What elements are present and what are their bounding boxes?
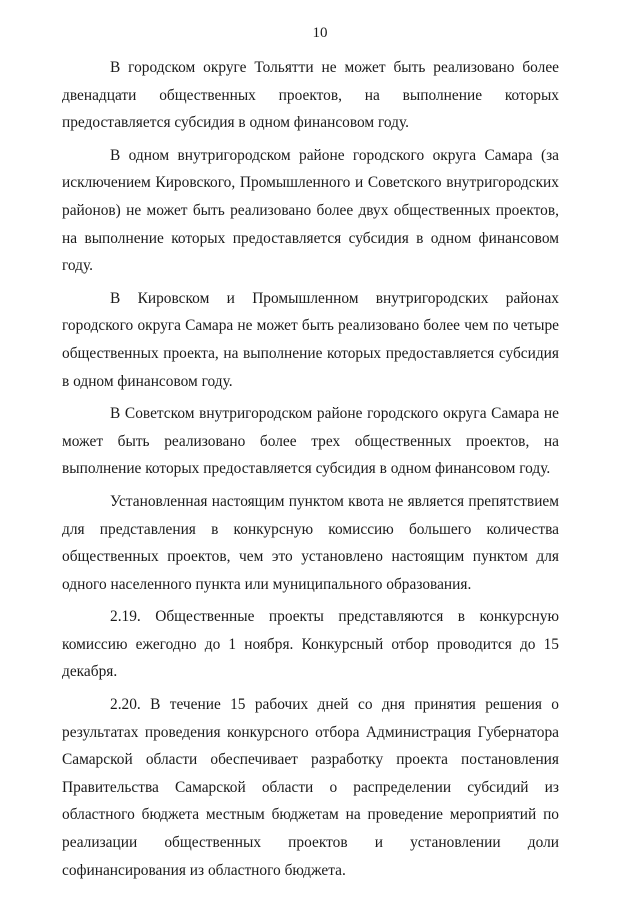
document-body bbox=[62, 54, 559, 889]
paragraph-kirovsky-promyshlenny-quota: В Кировском и Промышленном внутригородских районах городского округа Самара не может быть реализовано более чем по четыре общественных проекта, на выполнение которых предоставляется субсидия в одном финансовом году. bbox=[62, 289, 559, 390]
paragraph-clause-2-20: 2.20. В течение 15 рабочих дней со дня принятия решения о результатах проведения конкурсного отбора Администрация Губернатора Самарской области обеспечивает разработку проекта постановления Правительства Самарской области о распределении субсидий из областного бюджета местным бюджетам на проведение мероприятий по реализации общественных проектов и установлении доли софинансирования из областного бюджета. bbox=[62, 696, 559, 879]
paragraph-quota-note: Установленная настоящим пунктом квота не является препятствием для представления в конкурсную комиссию большего количества общественных проектов, чем это установлено настоящим пунктом для одного населенного пункта или муниципального образования. bbox=[62, 492, 559, 593]
paragraph-sovetsky-quota: В Советском внутригородском районе городского округа Самара не может быть реализовано более трех общественных проектов, на выполнение которых предоставляется субсидия в одном финансовом году. bbox=[62, 405, 559, 478]
paragraph-samara-district-quota: В одном внутригородском районе городского округа Самара (за исключением Кировского, Промышленного и Советского внутригородских районов) не может быть реализовано более двух общественных проектов, на выполнение которых предоставляется субсидия в одном финансовом году. bbox=[62, 146, 559, 275]
paragraph-togliatti-quota: В городском округе Тольятти не может быть реализовано более двенадцати общественных проектов, на выполнение которых предоставляется субсидия в одном финансовом году. bbox=[62, 59, 559, 132]
page-number: 10 bbox=[312, 25, 328, 41]
paragraph-clause-2-19: 2.19. Общественные проекты представляются в конкурсную комиссию ежегодно до 1 ноября. Конкурсный отбор проводится до 15 декабря. bbox=[62, 608, 559, 681]
